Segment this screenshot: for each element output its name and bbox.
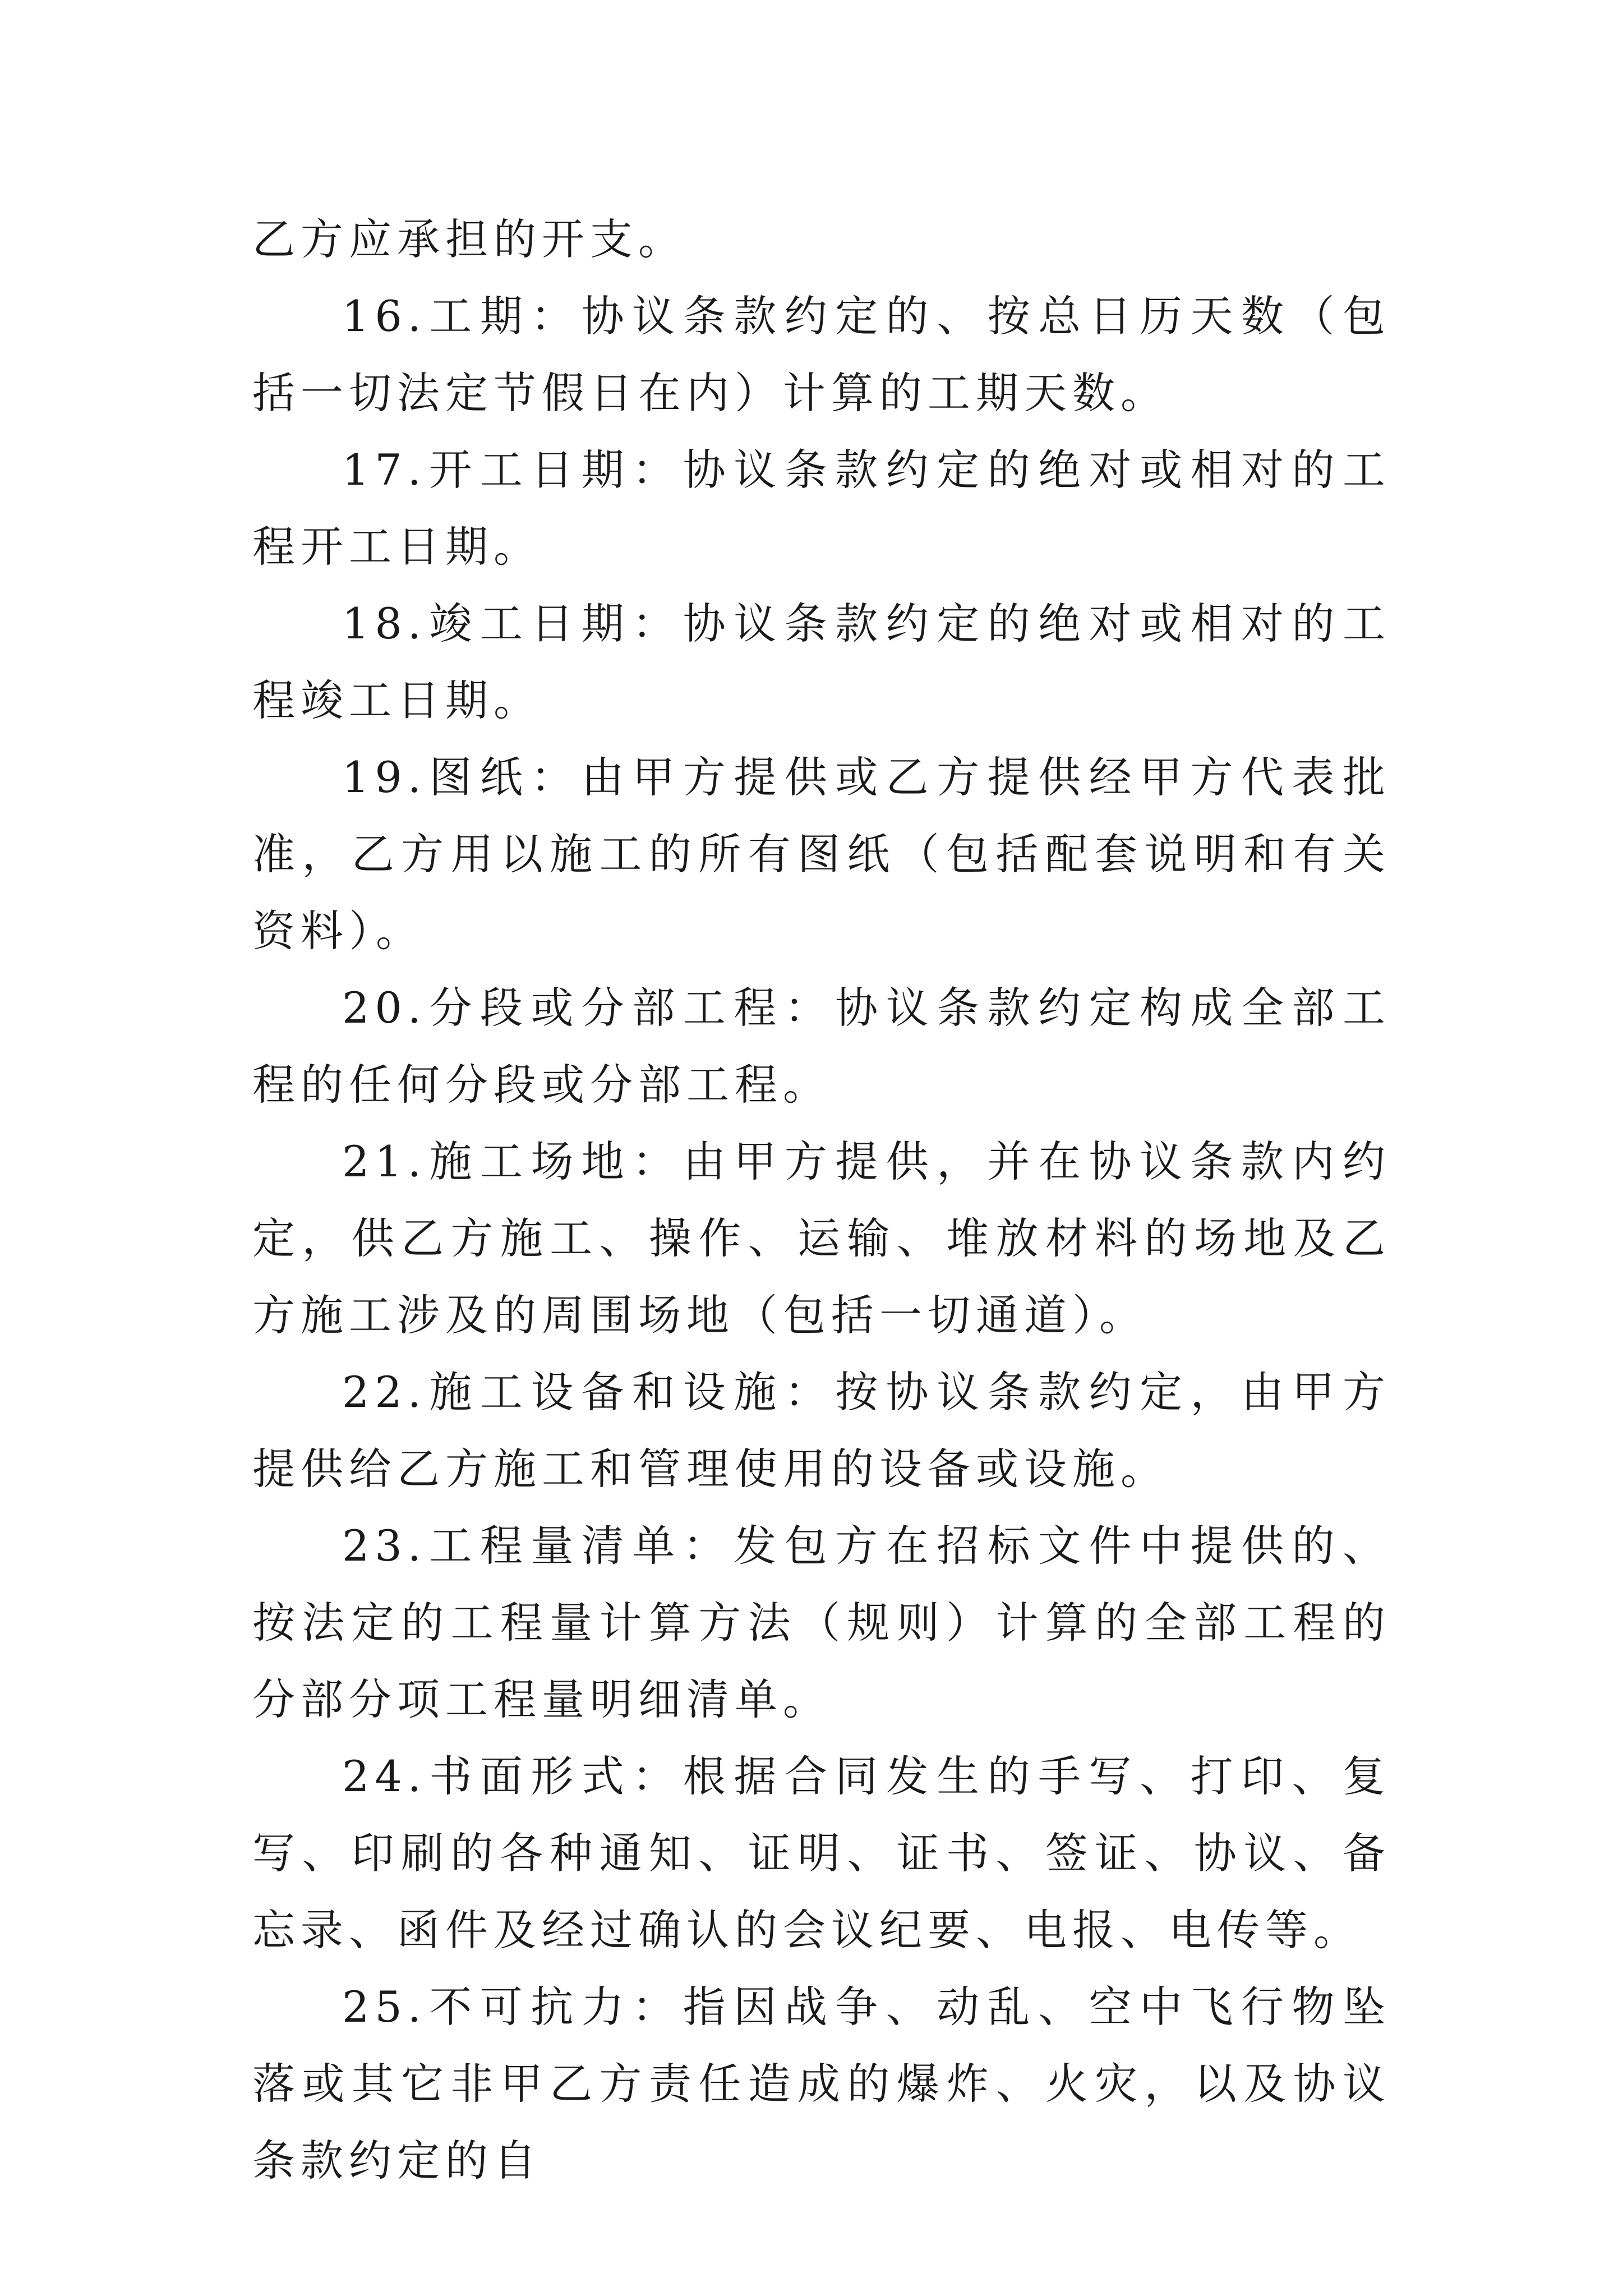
clause-text: 分段或分部工程：协议条款约定构成全部工程的任何分段或分部工程。 xyxy=(252,983,1391,1110)
clause-number: 17. xyxy=(342,445,427,495)
clause-number: 24. xyxy=(342,1751,427,1801)
clause-text: 图纸：由甲方提供或乙方提供经甲方代表批准，乙方用以施工的所有图纸（包括配套说明和有关资料）。 xyxy=(252,752,1391,956)
continuation-paragraph: 乙方应承担的开支。 xyxy=(252,214,686,264)
clause-19 xyxy=(252,739,1391,969)
clause-text: 不可抗力：指因战争、动乱、空中飞行物坠落或其它非甲乙方责任造成的爆炸、火灾，以及协议条款约定的自 xyxy=(252,1982,1391,2185)
clause-text: 书面形式：根据合同发生的手写、打印、复写、印刷的各种通知、证明、证书、签证、协议、备忘录、函件及经过确认的会议纪要、电报、电传等。 xyxy=(252,1751,1391,1955)
clause-17 xyxy=(252,431,1391,585)
clause-number: 16. xyxy=(342,291,427,341)
clause-text: 竣工日期：协议条款约定的绝对或相对的工程竣工日期。 xyxy=(252,599,1391,725)
clause-text: 工程量清单：发包方在招标文件中提供的、按法定的工程量计算方法（规则）计算的全部工程的分部分项工程量明细清单。 xyxy=(252,1521,1391,1724)
clause-text: 施工场地：由甲方提供，并在协议条款内约定，供乙方施工、操作、运输、堆放材料的场地及乙方施工涉及的周围场地（包括一切通道）。 xyxy=(252,1137,1391,1340)
clause-number: 18. xyxy=(342,599,427,648)
clause-number: 22. xyxy=(342,1367,427,1417)
clause-number: 19. xyxy=(342,752,427,802)
clause-25 xyxy=(252,1968,1391,2199)
clause-number: 23. xyxy=(342,1521,427,1571)
clause-number: 20. xyxy=(342,983,427,1033)
clause-text: 施工设备和设施：按协议条款约定，由甲方提供给乙方施工和管理使用的设备或设施。 xyxy=(252,1367,1391,1494)
clause-23 xyxy=(252,1507,1391,1738)
clause-number: 21. xyxy=(342,1137,427,1186)
clause-24 xyxy=(252,1738,1391,1968)
clause-22 xyxy=(252,1354,1391,1507)
clause-16 xyxy=(252,278,1391,431)
clause-number: 25. xyxy=(342,1982,427,2032)
clause-18 xyxy=(252,585,1391,739)
clause-21 xyxy=(252,1123,1391,1354)
clause-text: 工期：协议条款约定的、按总日历天数（包括一切法定节假日在内）计算的工期天数。 xyxy=(252,291,1391,418)
clause-text: 开工日期：协议条款约定的绝对或相对的工程开工日期。 xyxy=(252,445,1391,572)
clause-20 xyxy=(252,969,1391,1123)
document-body xyxy=(252,201,1391,2199)
